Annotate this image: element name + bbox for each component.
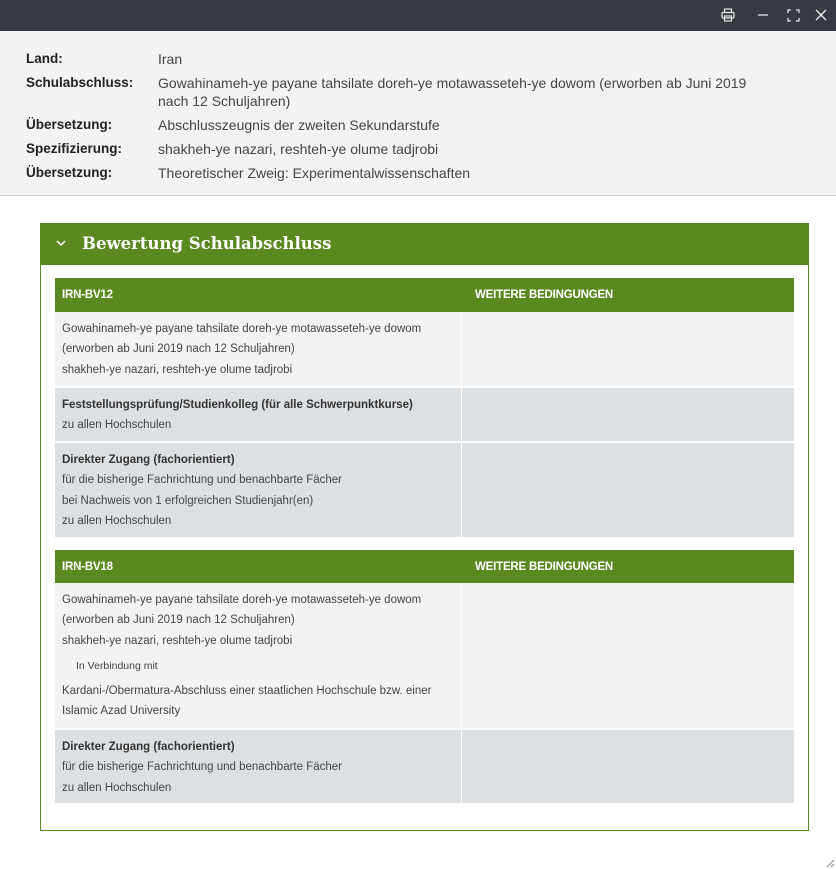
row-line: shakheh-ye nazari, reshteh-ye olume tadjrobi bbox=[62, 634, 293, 647]
info-value: Gowahinameh-ye payane tahsilate doreh-ye motawasseteh-ye dowom (erworben ab Juni 2019 nach 12 Schuljahren) bbox=[158, 75, 747, 109]
conditions-header: WEITERE BEDINGUNGEN bbox=[475, 289, 614, 301]
table-header bbox=[55, 550, 794, 583]
evaluation-panel bbox=[40, 223, 809, 831]
conditions-cell bbox=[462, 388, 794, 441]
degree-info-section bbox=[0, 31, 836, 196]
close-button[interactable] bbox=[811, 6, 831, 24]
table-row bbox=[55, 312, 461, 386]
row-line: Kardani-/Obermatura-Abschluss einer staatlichen Hochschule bzw. einer bbox=[62, 684, 432, 697]
info-value: Abschlusszeugnis der zweiten Sekundarstufe bbox=[158, 117, 440, 133]
info-label: Spezifizierung: bbox=[26, 141, 123, 156]
row-line: shakheh-ye nazari, reshteh-ye olume tadjrobi bbox=[62, 363, 293, 376]
maximize-icon bbox=[787, 9, 800, 22]
row-line: Gowahinameh-ye payane tahsilate doreh-ye motawasseteh-ye dowom bbox=[62, 323, 422, 335]
print-icon bbox=[721, 8, 735, 22]
row-line: zu allen Hochschulen bbox=[62, 419, 172, 432]
close-icon bbox=[815, 9, 827, 21]
minimize-icon bbox=[757, 9, 769, 21]
conditions-cell bbox=[462, 583, 794, 728]
conditions-cell bbox=[462, 312, 794, 386]
print-button[interactable] bbox=[718, 6, 738, 24]
row-line: Islamic Azad University bbox=[62, 705, 181, 718]
row-line: (erworben ab Juni 2019 nach 12 Schuljahren) bbox=[62, 614, 295, 627]
conditions-cell bbox=[462, 730, 794, 803]
row-line: zu allen Hochschulen bbox=[62, 781, 172, 794]
panel-title: Bewertung Schulabschluss bbox=[82, 234, 332, 253]
window-titlebar bbox=[0, 0, 836, 31]
conditions-header: WEITERE BEDINGUNGEN bbox=[475, 561, 614, 573]
connector-text: In Verbindung mit bbox=[76, 659, 158, 672]
info-value: Iran bbox=[158, 51, 183, 67]
table-code: IRN-BV18 bbox=[62, 561, 113, 573]
info-label: Land: bbox=[26, 51, 63, 66]
row-line: für die bisherige Fachrichtung und benachbarte Fächer bbox=[62, 761, 343, 774]
row-line: zu allen Hochschulen bbox=[62, 514, 172, 527]
evaluation-panel-header[interactable] bbox=[41, 224, 808, 265]
table-row bbox=[55, 388, 461, 441]
row-heading: Feststellungsprüfung/Studienkolleg (für alle Schwerpunktkurse) bbox=[62, 399, 413, 411]
info-label: Schulabschluss: bbox=[26, 75, 134, 90]
row-line: (erworben ab Juni 2019 nach 12 Schuljahren) bbox=[62, 343, 295, 356]
table-header bbox=[55, 278, 794, 312]
conditions-cell bbox=[462, 443, 794, 537]
table-row bbox=[55, 730, 461, 803]
evaluation-table bbox=[55, 278, 794, 537]
row-heading: Direkter Zugang (fachorientiert) bbox=[62, 454, 235, 466]
table-row bbox=[55, 583, 461, 728]
chevron-down-icon bbox=[55, 237, 67, 249]
maximize-button[interactable] bbox=[783, 6, 803, 24]
row-heading: Direkter Zugang (fachorientiert) bbox=[62, 741, 235, 753]
resize-grip-icon[interactable] bbox=[825, 858, 835, 868]
row-line: Gowahinameh-ye payane tahsilate doreh-ye motawasseteh-ye dowom bbox=[62, 594, 422, 606]
table-code: IRN-BV12 bbox=[62, 289, 113, 301]
row-line: für die bisherige Fachrichtung und benachbarte Fächer bbox=[62, 474, 343, 487]
table-row bbox=[55, 443, 461, 537]
info-label: Übersetzung: bbox=[26, 165, 113, 180]
evaluation-table bbox=[55, 550, 794, 803]
info-value: shakheh-ye nazari, reshteh-ye olume tadjrobi bbox=[158, 141, 439, 157]
info-value: Theoretischer Zweig: Experimentalwissenschaften bbox=[158, 165, 471, 181]
info-label: Übersetzung: bbox=[26, 117, 113, 132]
minimize-button[interactable] bbox=[753, 6, 773, 24]
row-line: bei Nachweis von 1 erfolgreichen Studienjahr(en) bbox=[62, 494, 314, 507]
